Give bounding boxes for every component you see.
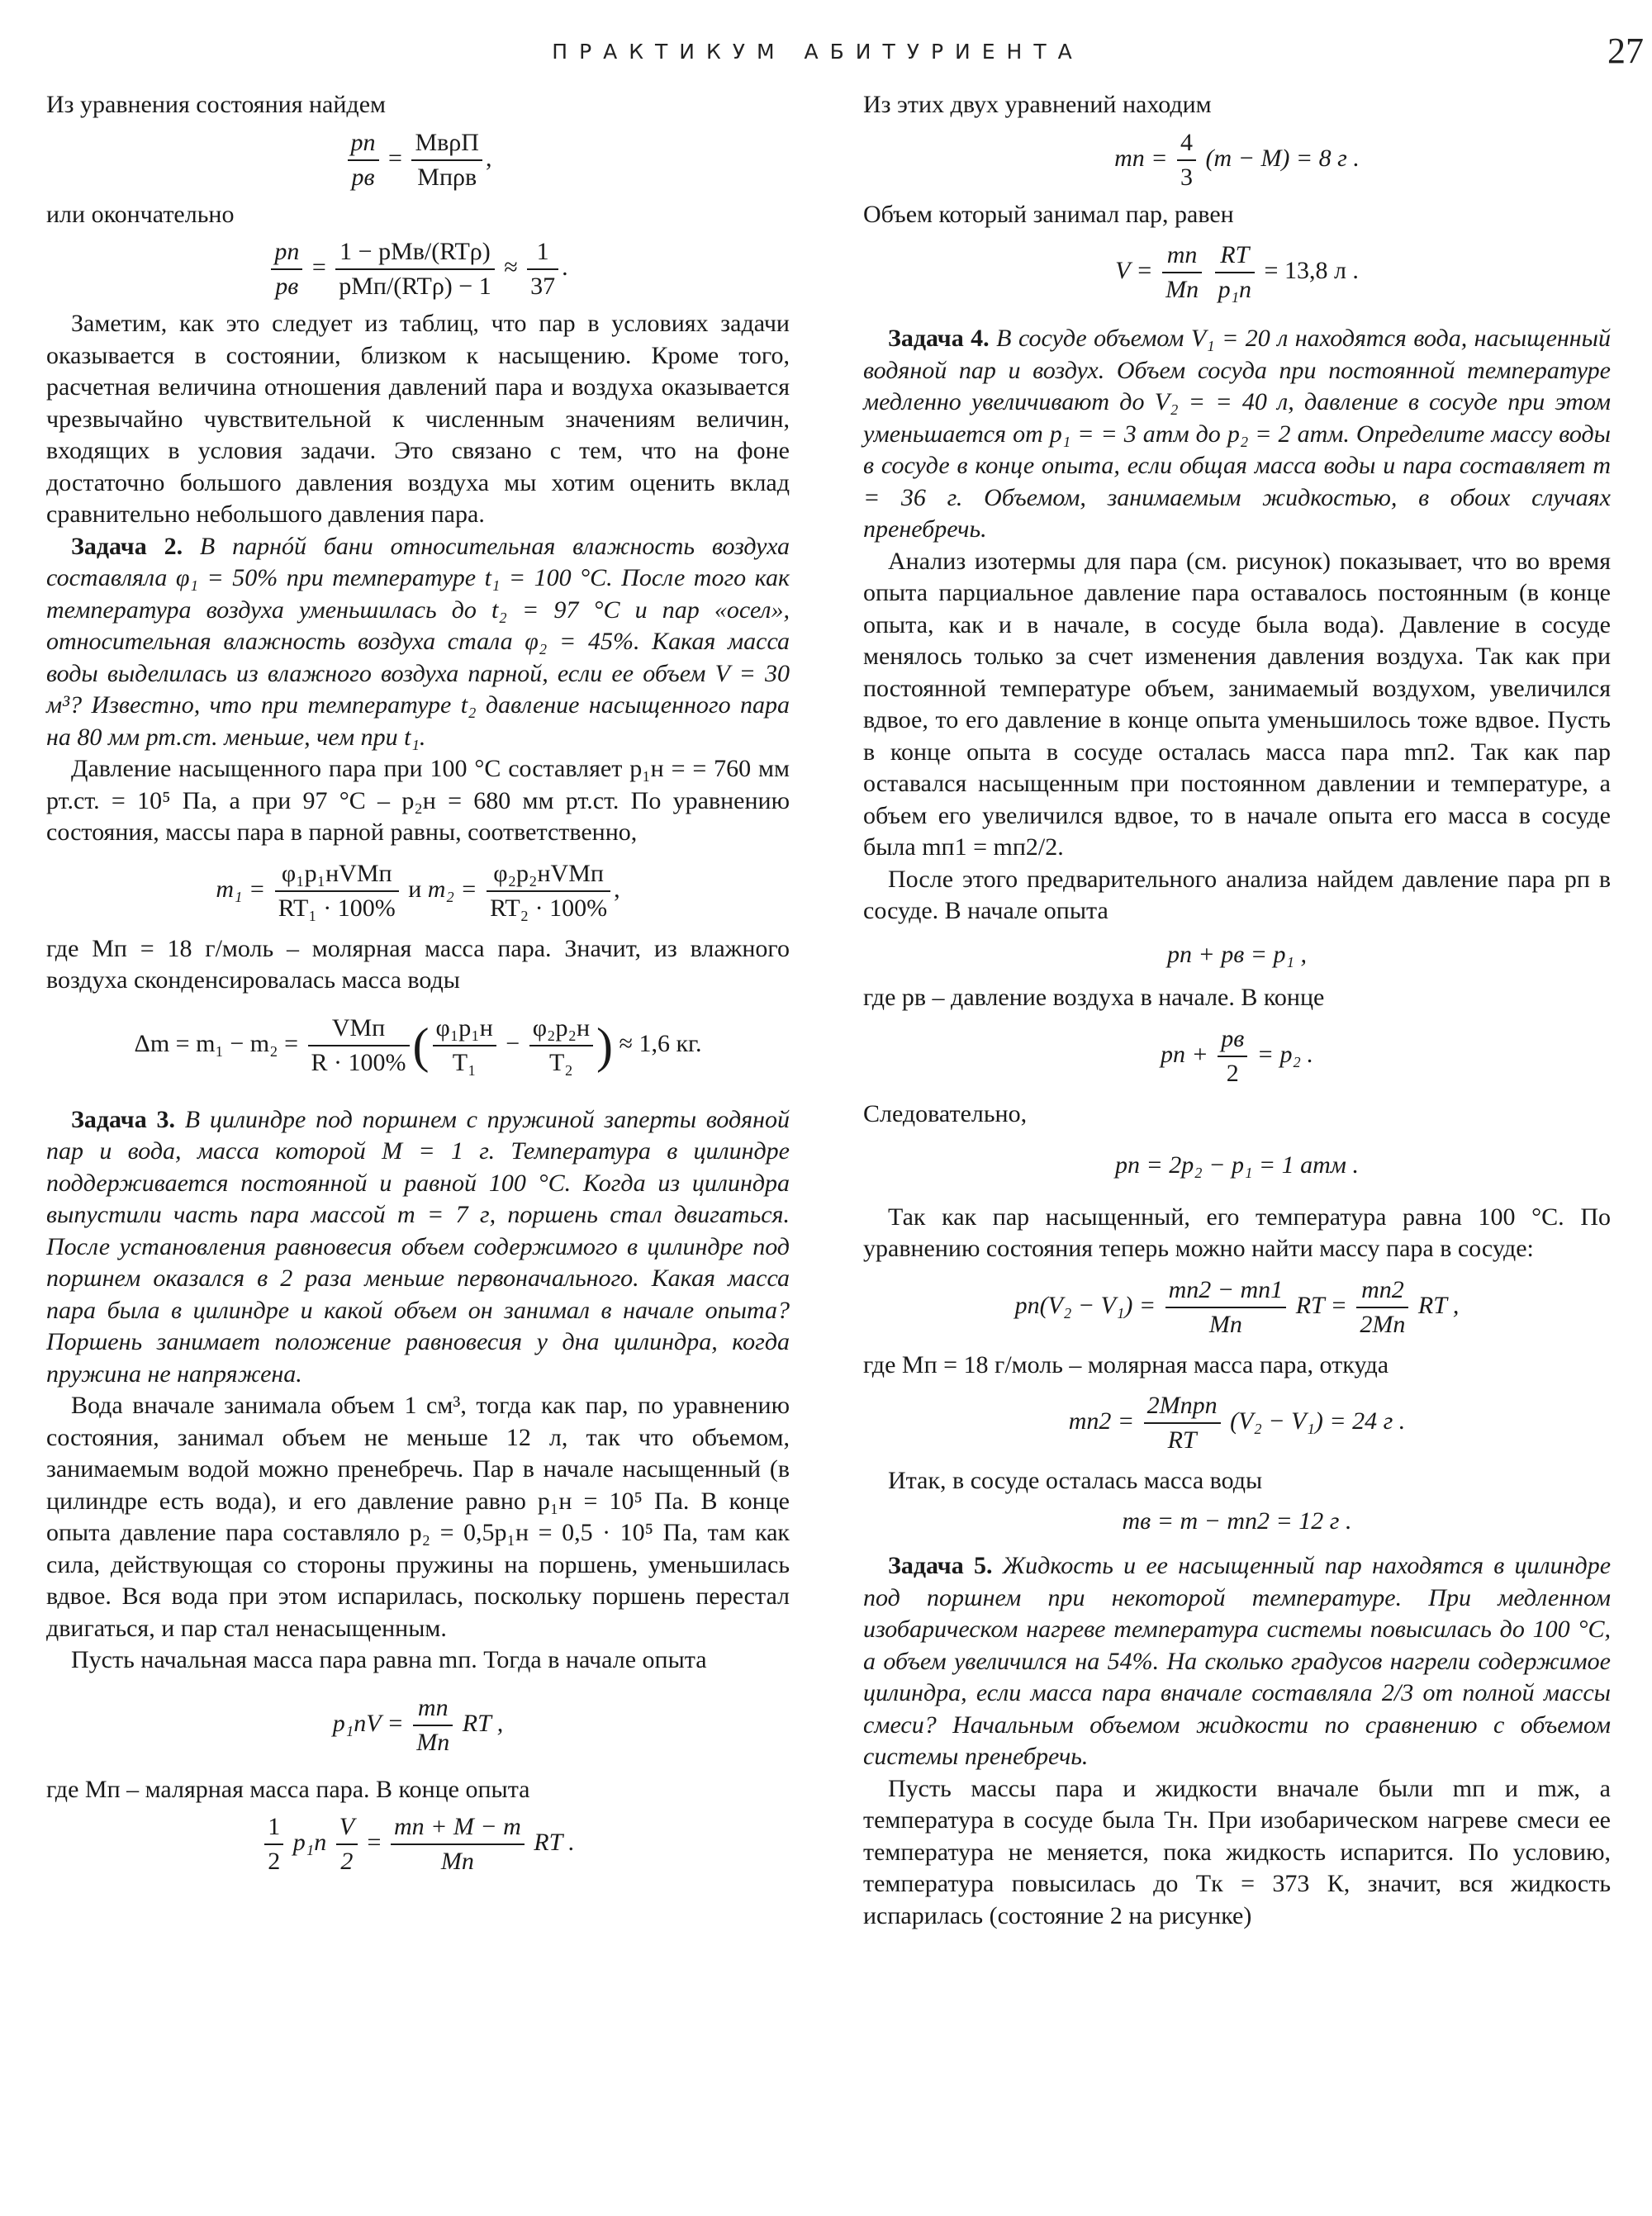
formula-9: pп + pв = p₁ ,: [1167, 940, 1307, 968]
formula-13: mп2 = $\frac{\text{2Mпpп}}{RT}$ (V₂ − V₁) = 24 г .: [863, 1389, 1611, 1457]
fraction: $\frac{pв}{2}$: [1218, 1023, 1247, 1090]
paragraph: где pв – давление воздуха в начале. В конце: [863, 984, 1325, 1011]
fraction: $\frac{mп}{Mп}$: [413, 1692, 453, 1759]
paragraph: где Mп = 18 г/моль – молярная масса пара, откуда: [863, 1350, 1389, 1378]
paragraph: Пусть начальная масса пара равна mп. Тогда в начале опыта: [71, 1646, 707, 1673]
paragraph: Из уравнения состояния найдем: [46, 91, 386, 118]
formula-6: $\frac{1}{2}$ p₁п $\frac{V}{2}$ = $\frac{mп + M - m}{Mп}$ RT .: [46, 1810, 790, 1878]
fraction: $\frac{mп2}{2Mп}$: [1356, 1274, 1408, 1341]
paragraph: где Mп = 18 г/моль – молярная масса пара. Значит, из влажного воздуха сконденсировалась масса воды: [46, 934, 790, 994]
fraction: $\frac{\text{φ₂p₂н}}{\text{T₂}}$: [529, 1012, 593, 1080]
formula-11: pп = 2p₂ − p₁ = 1 атм .: [1115, 1151, 1359, 1179]
paragraph: где Mп – малярная масса пара. В конце опыта: [46, 1775, 530, 1803]
paragraph: Анализ изотермы для пара (см. рисунок) показывает, что во время опыта парциальное давление пара оставалось постоянным (в конце опыта, как и в начале, в сосуде была вода). Давление в сосуде менялось только за счет изменения давления воздуха. Так как при постоянной температуре объем, занимаемый воздухом, увеличился вдвое, то его давление в конце опыта уменьшилось тоже вдвое. Пусть в конце опыта в сосуде осталась масса пара mп2. Так как пар оставался насыщенным при постоянном давлении и температуре, а объем его увеличился вдвое, то в начале опыта его масса в сосуде была mп1 = mп2/2.: [863, 547, 1611, 861]
task-2: Задача 2. В парнóй бани относительная влажность воздуха составляла φ₁ = 50% при температуре t₁ = 100 °С. После того как температура воздуха уменьшилась до t₂ = 97 °С и пар «осел», относительная влажность воздуха стала φ₂ = 45%. Какая масса воды выделилась из влажного воздуха парной, если ее объем V = 30 м³? Известно, что при температуре t₂ давление насыщенного пара на 80 мм рт.ст. меньше, чем при t₁.: [46, 532, 790, 751]
formula-5: p₁пV = $\frac{mп}{Mп}$ RT ,: [46, 1692, 790, 1759]
paragraph: Пусть массы пара и жидкости вначале были mп и mж, а температура в сосуде была Tн. При изобарическом нагреве смеси ее температура не меняется, пока жидкость испарится. По условию, температура повысилась до Tк = 373 К, значит, вся жидкость испарилась (состояние 2 на рисунке): [863, 1774, 1611, 1929]
fraction: $\frac{RT}{\text{p₁п}}$: [1215, 239, 1255, 306]
task-5: Задача 5. Жидкость и ее насыщенный пар находятся в цилиндре под поршнем при некоторой температуре. При медленном изобарическом нагреве температура системы повысилась до 100 °С, а объем увеличился на 54%. На сколько градусов нагрели содержимое цилиндра, если масса пара вначале составляла 2/3 от полной массы смеси? Начальным объемом жидкости по сравнению с объемом системы пренебречь.: [863, 1552, 1612, 1770]
formula-8: V = $\frac{mп}{Mп}$ $\frac{RT}{\text{p₁п}}$ = 13,8 л .: [863, 239, 1611, 306]
fraction: $\frac{\text{φ₁p₁н}}{\text{T₁}}$: [433, 1012, 496, 1080]
task-4: Задача 4. В сосуде объемом V₁ = 20 л находятся вода, насыщенный водяной пар и воздух. Объем сосуда при постоянной температуре медленно увеличивают до V₂ = = 40 л, давление в сосуде при этом уменьшается от p₁ = = 3 атм до p₂ = 2 атм. Определите массу воды в сосуде в конце опыта, если общая масса воды и пара составляет m = 36 г. Объемом, занимаемым жидкостью, в обоих случаях пренебречь.: [863, 325, 1611, 543]
task-label: Задача 4.: [888, 325, 990, 352]
fraction: $\frac{\text{2Mпpп}}{RT}$: [1144, 1389, 1221, 1457]
fraction: $\frac{V}{2}$: [336, 1810, 358, 1878]
formula-14: mв = m − mп2 = 12 г .: [1122, 1507, 1352, 1535]
fraction: $\frac{mп}{Mп}$: [1162, 239, 1202, 306]
paragraph: Объем который занимал пар, равен: [863, 200, 1234, 228]
fraction: $\frac{\text{MвρП}}{\text{Mпρв}}$: [411, 126, 482, 194]
fraction: $\frac{1}{37}$: [527, 235, 558, 303]
paragraph: или окончательно: [46, 200, 235, 228]
paragraph: Итак, в сосуде осталась масса воды: [888, 1467, 1263, 1494]
fraction: $\frac{mп2 - mп1}{Mп}$: [1165, 1274, 1287, 1341]
fraction: $\frac{4}{3}$: [1177, 126, 1196, 194]
task-label: Задача 2.: [71, 532, 183, 560]
left-column: [46, 89, 790, 1883]
paragraph: Давление насыщенного пара при 100 °С составляет p₁н = = 760 мм рт.ст. = 10⁵ Па, а при 97 °С – p₂н = 680 мм рт.ст. По уравнению состояния, массы пара в парной равны, соответственно,: [46, 755, 790, 846]
task-label: Задача 3.: [71, 1105, 175, 1133]
page-header: [0, 33, 1652, 91]
task-3: Задача 3. В цилиндре под поршнем с пружиной заперты водяной пар и вода, масса которой M = 1 г. Температура в цилиндре поддерживается постоянной и равной 100 °С. Когда из цилиндра выпустили часть пара массой m = 7 г, поршень стал двигаться. После установления равновесия объем содержимого в цилиндре под поршнем оказался в 2 раза меньше первоначального. Какая масса пара была в цилиндре и какой объем он занимал в начале опыта? Поршень занимает положение равновесия у дна цилиндра, когда пружина не напряжена.: [46, 1105, 790, 1388]
formula-2: $\frac{pп}{pв}$ = $\frac{\text{1 − pMв/(RTρ)}}{\text{pMп/(RTρ) − 1}}$ ≈ $\frac{1}{37}$ .: [46, 235, 790, 303]
page-number: 27: [1607, 31, 1644, 71]
fraction: $\frac{\text{1 − pMв/(RTρ)}}{\text{pMп/(RTρ) − 1}}$: [335, 235, 494, 303]
fraction: $\frac{pп}{pв}$: [271, 235, 302, 303]
fraction: $\frac{\text{φ₂p₂нVMп}}{\text{RT₂ · 100\%}}$: [487, 857, 610, 925]
fraction: $\frac{\text{φ₁p₁нVMп}}{\text{RT₁ · 100\%}}$: [275, 857, 399, 925]
fraction: $\frac{1}{2}$: [264, 1810, 283, 1878]
fraction: $\frac{\text{VMп}}{R \cdot 100\%}$: [308, 1012, 410, 1080]
paragraph: После этого предварительного анализа найдем давление пара pп в сосуде. В начале опыта: [863, 865, 1611, 924]
paragraph: Заметим, как это следует из таблиц, что пар в условиях задачи оказывается в состоянии, близком к насыщению. Кроме того, расчетная величина отношения давлений пара и воздуха оказывается чрезвычайно чувствительной к численным значениям величин, входящих в условия задачи. Это связано с тем, что на фоне достаточно большого давления воздуха мы хотим оценить вклад сравнительно небольшого давления пара.: [46, 310, 790, 528]
formula-12: pп(V₂ − V₁) = $\frac{mп2 - mп1}{Mп}$ RT = $\frac{mп2}{2Mп}$ RT ,: [863, 1274, 1611, 1341]
right-column: [863, 89, 1611, 1932]
paragraph: Так как пар насыщенный, его температура равна 100 °С. По уравнению состояния теперь можно найти массу пара в сосуде:: [863, 1203, 1611, 1262]
paragraph: Вода вначале занимала объем 1 см³, тогда как пар, по уравнению состояния, занимал объем не меньше 12 л, так что объемом, занимаемым водой можно пренебречь. Пар в начале насыщенный (в цилиндре есть вода), и его давление равно p₁н = 10⁵ Па. В конце опыта давление пара составляло p₂ = 0,5p₁н = 0,5 · 10⁵ Па, там как сила, действующая со стороны пружины на поршень, уменьшилась вдвое. Вся вода при этом испарилась, поскольку поршень перестал двигаться, и пар стал ненасыщенным.: [46, 1392, 790, 1642]
formula-3: m₁ = $\frac{\text{φ₁p₁нVMп}}{\text{RT₁ · 100\%}}$ и m₂ = $\frac{\text{φ₂p₂нVMп}}{\text{RT₂ · 100\%}}$ ,: [46, 857, 790, 925]
fraction: $\frac{mп + M - m}{Mп}$: [391, 1810, 525, 1878]
task-label: Задача 5.: [888, 1552, 993, 1579]
formula-10: pп + $\frac{pв}{2}$ = p₂ .: [863, 1023, 1611, 1090]
paragraph: Следовательно,: [863, 1099, 1028, 1127]
formula-1: $\frac{pп}{pв}$ = $\frac{\text{MвρП}}{\text{Mпρв}}$ ,: [46, 126, 790, 194]
fraction: $\frac{pп}{pв}$: [348, 126, 379, 194]
running-head: ПРАКТИКУМ АБИТУРИЕНТА: [552, 40, 1084, 64]
formula-4: Δm = m₁ − m₂ = $\frac{\text{VMп}}{R \cdot 100\%}$ ( $\frac{\text{φ₁p₁н}}{\text{T₁}}$ − $\frac{\text{φ₂p₂н}}{\text{T₂}}$ ) ≈ 1,6 кг.: [46, 1012, 790, 1080]
paragraph: Из этих двух уравнений находим: [863, 91, 1212, 118]
formula-7: mп = $\frac{4}{3}$ (m − M) = 8 г .: [863, 126, 1611, 194]
